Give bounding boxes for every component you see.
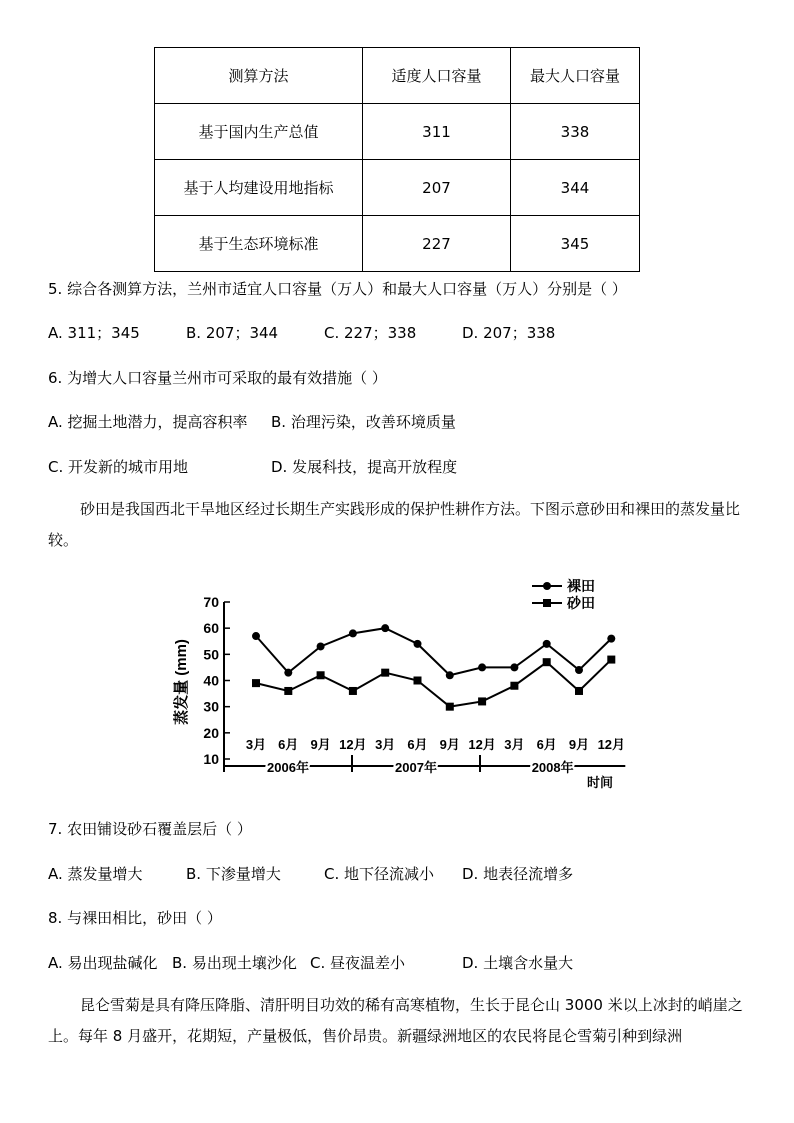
y-tick-label: 70 bbox=[203, 594, 219, 610]
table-cell: 311 bbox=[363, 104, 511, 160]
table-cell: 207 bbox=[363, 160, 511, 216]
x-axis-title: 时间 bbox=[586, 775, 614, 790]
data-point bbox=[317, 642, 325, 650]
table-cell: 基于国内生产总值 bbox=[155, 104, 363, 160]
option-b[interactable]: B. 207；344 bbox=[186, 324, 279, 342]
data-point bbox=[543, 658, 551, 666]
x-tick-label: 9月 bbox=[310, 737, 331, 752]
x-tick-label: 6月 bbox=[278, 737, 299, 752]
x-tick-label: 3月 bbox=[245, 737, 267, 752]
x-tick-label: 6月 bbox=[536, 737, 557, 752]
y-tick-label: 40 bbox=[203, 672, 219, 689]
series-line bbox=[256, 660, 611, 707]
option-d[interactable]: D. 发展科技，提高开放程度 bbox=[271, 458, 458, 476]
y-tick-label: 60 bbox=[203, 620, 219, 637]
data-point bbox=[575, 666, 583, 674]
option-c[interactable]: C. 开发新的城市用地 bbox=[48, 458, 189, 476]
data-point bbox=[510, 663, 518, 671]
option-a[interactable]: A. 挖掘土地潜力，提高容积率 bbox=[48, 413, 248, 431]
option-a[interactable]: A. 311；345 bbox=[48, 324, 140, 342]
option-a[interactable]: A. 蒸发量增大 bbox=[48, 865, 143, 883]
question-6-stem: 6. 为增大人口容量兰州市可采取的最有效措施（ ） bbox=[48, 369, 387, 387]
year-label: 2008年 bbox=[531, 760, 574, 775]
table-cell: 基于人均建设用地指标 bbox=[155, 160, 363, 216]
question-5-stem: 5. 综合各测算方法，兰州市适宜人口容量（万人）和最大人口容量（万人）分别是（ ） bbox=[48, 280, 627, 298]
data-point bbox=[349, 687, 357, 695]
legend-label: 砂田 bbox=[567, 595, 595, 611]
population-capacity-table bbox=[154, 47, 640, 272]
table-cell: 344 bbox=[511, 160, 640, 216]
option-a[interactable]: A. 易出现盐碱化 bbox=[48, 954, 158, 972]
legend-marker bbox=[543, 582, 551, 590]
data-point bbox=[317, 671, 325, 679]
x-tick-label: 9月 bbox=[439, 737, 460, 752]
table-cell: 345 bbox=[511, 216, 640, 272]
x-tick-label: 6月 bbox=[407, 737, 428, 752]
table-cell: 227 bbox=[363, 216, 511, 272]
table-row bbox=[155, 104, 640, 160]
question-6-options-row1 bbox=[48, 411, 456, 432]
data-point bbox=[381, 669, 389, 677]
x-tick-label: 12月 bbox=[597, 737, 626, 752]
table-header-cell: 适度人口容量 bbox=[363, 48, 511, 104]
series-line bbox=[256, 628, 611, 675]
year-label: 2006年 bbox=[267, 760, 309, 775]
data-point bbox=[446, 703, 454, 711]
data-point bbox=[284, 687, 292, 695]
y-tick-label: 10 bbox=[203, 751, 219, 767]
option-d[interactable]: D. 土壤含水量大 bbox=[462, 954, 574, 972]
table-header-cell: 测算方法 bbox=[155, 48, 363, 104]
x-tick-label: 3月 bbox=[504, 737, 525, 752]
table-header-row bbox=[155, 48, 640, 104]
data-point bbox=[414, 677, 422, 685]
data-point bbox=[349, 629, 357, 637]
x-tick-label: 3月 bbox=[375, 737, 396, 752]
legend-label: 裸田 bbox=[567, 578, 595, 594]
y-tick-label: 30 bbox=[203, 698, 219, 715]
option-c[interactable]: C. 昼夜温差小 bbox=[310, 954, 406, 972]
table-cell: 基于生态环境标准 bbox=[155, 216, 363, 272]
option-c[interactable]: C. 227；338 bbox=[324, 324, 417, 342]
data-point bbox=[510, 682, 518, 690]
question-8-stem: 8. 与裸田相比，砂田（ ） bbox=[48, 909, 222, 927]
data-point bbox=[478, 697, 486, 705]
data-point bbox=[446, 671, 454, 679]
intro-paragraph-snow-chrysanthemum: 昆仑雪菊是具有降压降脂、清肝明目功效的稀有高寒植物，生长于昆仑山 3000 米以上冰封的峭崖之上。每年 8 月盛开，花期短，产量极低，售价昂贵。新疆绿洲地区的农民将昆仑雪菊引种到绿洲 bbox=[48, 996, 743, 1045]
table-header-cell: 最大人口容量 bbox=[511, 48, 640, 104]
question-6-options-row2 bbox=[48, 456, 457, 477]
question-7-stem: 7. 农田铺设砂石覆盖层后（ ） bbox=[48, 820, 252, 838]
y-axis-title: 蒸发量 (mm) bbox=[173, 639, 190, 725]
option-b[interactable]: B. 易出现土壤沙化 bbox=[172, 954, 297, 972]
intro-paragraph-sand-field: 砂田是我国西北干旱地区经过长期生产实践形成的保护性耕作方法。下图示意砂田和裸田的蒸发量比较。 bbox=[48, 500, 741, 549]
data-point bbox=[414, 640, 422, 648]
question-8-options bbox=[48, 952, 573, 973]
table-row bbox=[155, 216, 640, 272]
x-tick-label: 12月 bbox=[468, 737, 496, 752]
question-5-options bbox=[48, 322, 555, 343]
data-point bbox=[284, 669, 292, 677]
year-label: 2007年 bbox=[395, 760, 437, 775]
table-cell: 338 bbox=[511, 104, 640, 160]
option-d[interactable]: D. 地表径流增多 bbox=[462, 865, 574, 883]
data-point bbox=[607, 656, 615, 664]
evaporation-line-chart bbox=[160, 572, 630, 798]
legend-marker bbox=[543, 599, 551, 607]
option-d[interactable]: D. 207；338 bbox=[462, 324, 556, 342]
data-point bbox=[381, 624, 389, 632]
data-point bbox=[543, 640, 551, 648]
x-tick-label: 12月 bbox=[339, 737, 367, 752]
data-point bbox=[478, 663, 486, 671]
y-tick-label: 20 bbox=[203, 724, 219, 741]
option-b[interactable]: B. 治理污染，改善环境质量 bbox=[271, 413, 456, 431]
data-point bbox=[252, 679, 260, 687]
data-point bbox=[252, 632, 260, 640]
option-b[interactable]: B. 下渗量增大 bbox=[186, 865, 281, 883]
data-point bbox=[607, 635, 615, 643]
table-row bbox=[155, 160, 640, 216]
x-tick-label: 9月 bbox=[568, 737, 590, 752]
option-c[interactable]: C. 地下径流减小 bbox=[324, 865, 435, 883]
y-tick-label: 50 bbox=[203, 646, 219, 663]
question-7-options bbox=[48, 863, 573, 884]
data-point bbox=[575, 687, 583, 695]
